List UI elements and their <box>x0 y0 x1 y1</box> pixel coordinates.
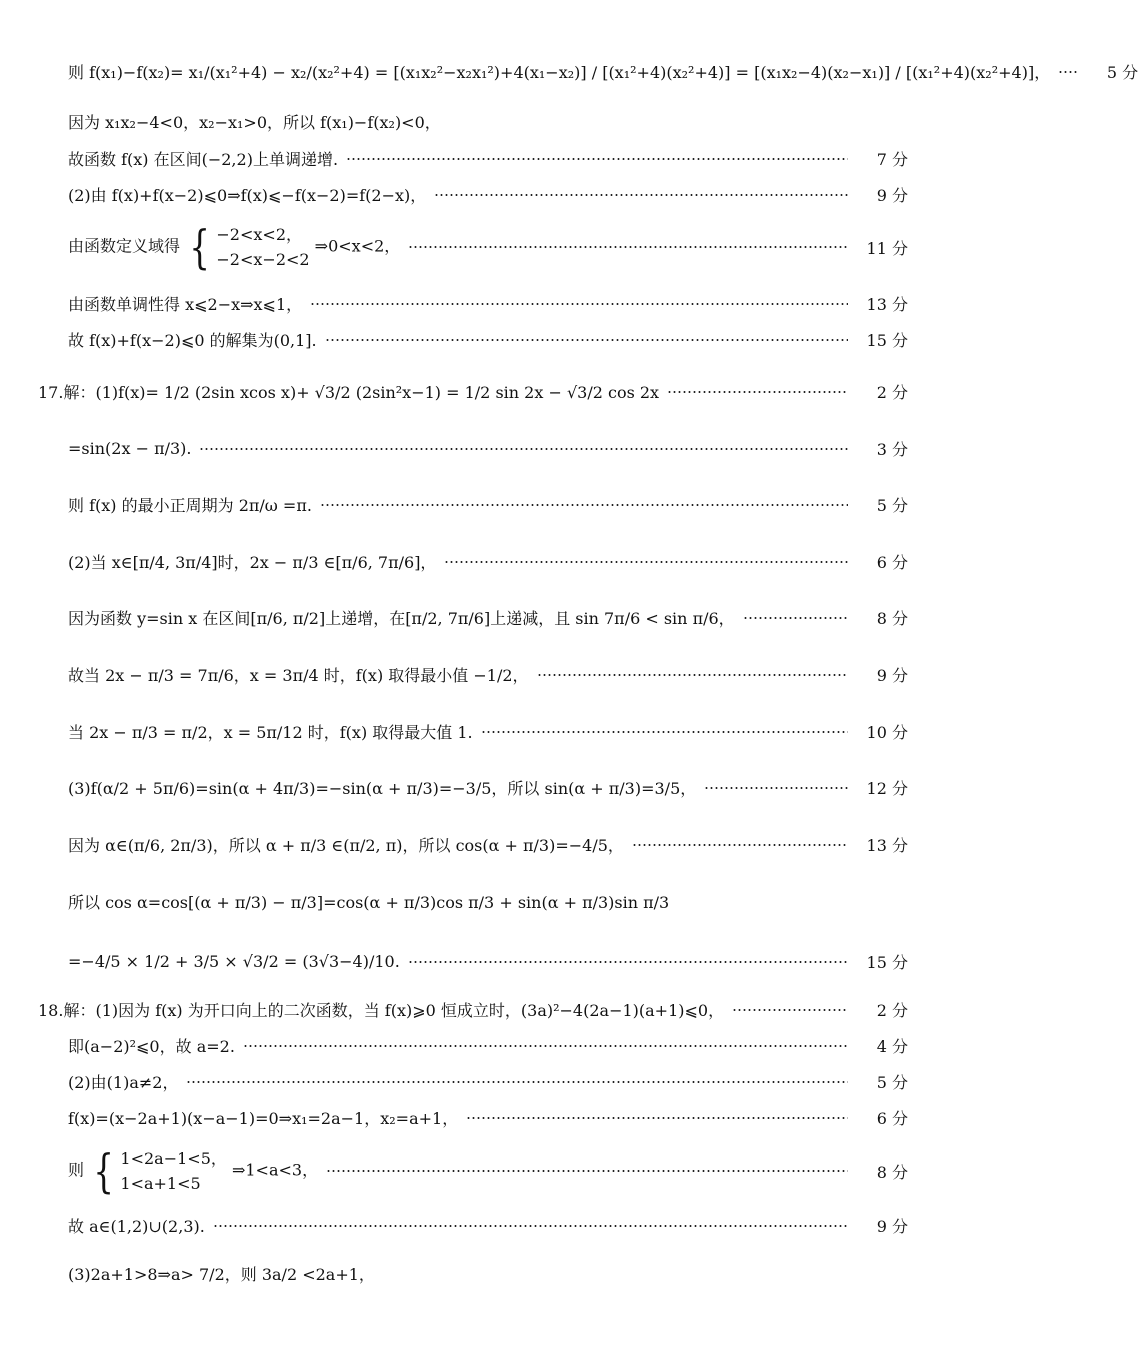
line-score: 5 分 <box>1106 63 1138 82</box>
case-line-2: −2<x−2<2 <box>216 250 310 269</box>
dot-leader <box>743 617 848 619</box>
dot-leader <box>346 158 848 160</box>
line-content: 当 2x − π/3 = π/2，x = 5π/12 时，f(x) 取得最大值 1. <box>68 723 473 742</box>
case-line-2: 1<a+1<5 <box>120 1174 201 1193</box>
solution-line <box>68 1262 908 1285</box>
dot-leader <box>667 391 848 393</box>
dot-leader <box>408 246 848 248</box>
line-prefix: 则 <box>68 1160 85 1180</box>
line-content: (2)由(1)a≠2， <box>68 1073 179 1092</box>
line-score: 13 分 <box>866 836 908 855</box>
line-content: 故当 2x − π/3 = 7π/6，x = 3π/4 时，f(x) 取得最小值 −1/2， <box>68 666 529 685</box>
case-line-1: 1<2a−1<5， <box>120 1149 227 1168</box>
solution-line <box>68 950 908 973</box>
dot-leader <box>434 194 848 196</box>
line-content: =sin(2x − π/3). <box>68 439 192 458</box>
line-score: 8 分 <box>876 609 908 628</box>
dot-leader <box>444 561 848 563</box>
dot-leader <box>466 1117 848 1119</box>
solution-line <box>68 147 908 170</box>
line-score: 15 分 <box>866 331 908 350</box>
line-score: 11 分 <box>866 238 908 258</box>
solution-line <box>68 183 908 206</box>
line-score: 13 分 <box>866 295 908 314</box>
line-content <box>68 222 400 272</box>
line-content: 所以 cos α=cos[(α + π/3) − π/3]=cos(α + π/3)cos π/3 + sin(α + π/3)sin π/3 <box>68 893 670 912</box>
dot-leader <box>186 1081 848 1083</box>
solution-line <box>68 1034 908 1057</box>
solution-line <box>68 1070 908 1093</box>
line-score: 6 分 <box>876 1109 908 1128</box>
solution-line <box>68 222 908 272</box>
solution-line <box>68 663 908 686</box>
solution-line <box>68 606 908 629</box>
dot-leader <box>408 961 848 963</box>
line-score: 12 分 <box>866 779 908 798</box>
solution-line <box>68 328 908 351</box>
line-content: =−4/5 × 1/2 + 3/5 × √3/2 = (3√3−4)/10. <box>68 952 400 971</box>
solution-line <box>68 550 908 573</box>
dot-leader <box>732 1009 848 1011</box>
line-score: 15 分 <box>866 953 908 972</box>
line-content: 由函数单调性得 x⩽2−x⇒x⩽1， <box>68 295 303 314</box>
line-suffix: ⇒1<a<3， <box>231 1160 319 1180</box>
solution-line <box>68 1106 908 1129</box>
dot-leader <box>704 787 848 789</box>
line-content: (2)由 f(x)+f(x−2)⩽0⇒f(x)⩽−f(x−2)=f(2−x)， <box>68 186 427 205</box>
line-content: 故函数 f(x) 在区间(−2,2)上单调递增. <box>68 150 339 169</box>
line-content: 则 f(x₁)−f(x₂)= x₁/(x₁²+4) − x₂/(x₂²+4) = [(x₁x₂²−x₂x₁²)+4(x₁−x₂)] / [(x₁²+4)(x₂²+4)] = [(x₁x₂−4)(x₂−x₁)] / [(x₁²+4)(x₂²+4)]， <box>68 63 1051 82</box>
line-content: 故 f(x)+f(x−2)⩽0 的解集为(0,1]. <box>68 331 317 350</box>
line-score: 10 分 <box>866 723 908 742</box>
solution-line <box>68 1146 908 1196</box>
line-suffix: ⇒0<x<2， <box>314 236 401 256</box>
line-score: 5 分 <box>876 496 908 515</box>
solution-line <box>68 292 908 315</box>
dot-leader <box>481 731 848 733</box>
line-content: (3)2a+1>8⇒a> 7/2，则 3a/2 <2a+1， <box>68 1265 375 1284</box>
line-score: 9 分 <box>876 1217 908 1236</box>
case-lines <box>216 222 309 272</box>
solution-line <box>38 998 908 1021</box>
line-score: 8 分 <box>876 1162 908 1182</box>
solution-line <box>68 437 908 460</box>
left-brace-icon: { <box>93 1144 114 1198</box>
solution-line <box>68 110 908 133</box>
dot-leader <box>243 1045 848 1047</box>
dot-leader <box>537 674 848 676</box>
line-score: 5 分 <box>876 1073 908 1092</box>
dot-leader <box>199 448 848 450</box>
dot-leader <box>1058 71 1078 73</box>
dot-leader <box>213 1225 848 1227</box>
line-content: 故 a∈(1,2)∪(2,3). <box>68 1217 205 1236</box>
line-content: 即(a−2)²⩽0，故 a=2. <box>68 1037 235 1056</box>
line-score: 2 分 <box>876 383 908 402</box>
line-content: 18.解：(1)因为 f(x) 为开口向上的二次函数，当 f(x)⩾0 恒成立时，(3a)²−4(2a−1)(a+1)⩽0， <box>38 1001 725 1020</box>
solution-line <box>68 60 1138 83</box>
line-content: 因为函数 y=sin x 在区间[π/6, π/2]上递增，在[π/2, 7π/6]上递减，且 sin 7π/6 < sin π/6， <box>68 609 735 628</box>
solution-line <box>68 1214 908 1237</box>
line-content: (3)f(α/2 + 5π/6)=sin(α + 4π/3)=−sin(α + π/3)=−3/5，所以 sin(α + π/3)=3/5， <box>68 779 697 798</box>
solution-line <box>68 720 908 743</box>
line-score: 7 分 <box>876 150 908 169</box>
dot-leader <box>320 504 848 506</box>
dot-leader <box>325 339 848 341</box>
line-content: f(x)=(x−2a+1)(x−a−1)=0⇒x₁=2a−1，x₂=a+1， <box>68 1109 459 1128</box>
solution-line <box>68 493 908 516</box>
line-content: 17.解：(1)f(x)= 1/2 (2sin xcos x)+ √3/2 (2sin²x−1) = 1/2 sin 2x − √3/2 cos 2x <box>38 383 660 402</box>
dot-leader <box>326 1170 848 1172</box>
solution-line <box>68 776 908 799</box>
case-system <box>89 1146 227 1196</box>
line-score: 3 分 <box>876 440 908 459</box>
solution-line <box>38 380 908 403</box>
line-score: 9 分 <box>876 666 908 685</box>
line-content: 则 f(x) 的最小正周期为 2π/ω =π. <box>68 496 312 515</box>
solution-line <box>68 890 908 913</box>
line-score: 2 分 <box>876 1001 908 1020</box>
case-system <box>185 222 309 272</box>
line-score: 6 分 <box>876 553 908 572</box>
dot-leader <box>310 303 848 305</box>
line-score: 9 分 <box>876 186 908 205</box>
left-brace-icon: { <box>189 220 210 274</box>
line-content: 因为 x₁x₂−4<0，x₂−x₁>0，所以 f(x₁)−f(x₂)<0， <box>68 113 441 132</box>
case-line-1: −2<x<2， <box>216 225 302 244</box>
line-prefix: 由函数定义域得 <box>68 236 181 256</box>
case-lines <box>120 1146 226 1196</box>
dot-leader <box>632 844 848 846</box>
solution-line <box>68 833 908 856</box>
line-score: 4 分 <box>876 1037 908 1056</box>
line-content: (2)当 x∈[π/4, 3π/4]时，2x − π/3 ∈[π/6, 7π/6]， <box>68 553 437 572</box>
line-content: 因为 α∈(π/6, 2π/3)，所以 α + π/3 ∈(π/2, π)，所以 cos(α + π/3)=−4/5， <box>68 836 624 855</box>
line-content <box>68 1146 318 1196</box>
